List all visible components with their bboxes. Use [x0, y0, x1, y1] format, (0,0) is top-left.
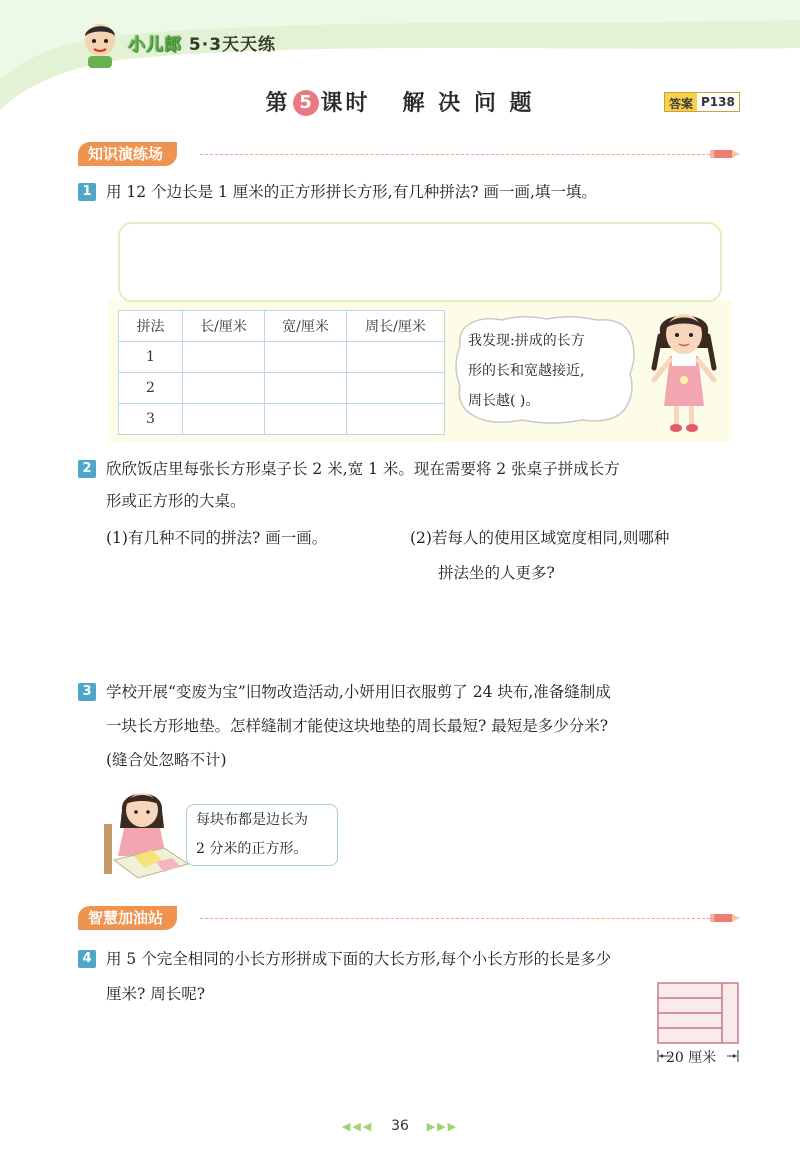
table-header: 周长/厘米	[347, 311, 445, 342]
dimension-label: 20 厘米	[666, 1050, 717, 1066]
brand-logo	[128, 30, 276, 55]
drawing-area[interactable]	[118, 222, 722, 302]
section-divider	[200, 918, 710, 919]
lesson-prefix: 第	[265, 91, 291, 116]
section-practice-label: 知识演练场	[78, 142, 177, 166]
row-label: 1	[119, 342, 183, 373]
question-2-line-2: 形或正方形的大桌。	[106, 492, 246, 510]
speech-box-text	[196, 806, 336, 864]
question-4-line-2: 厘米? 周长呢?	[106, 985, 206, 1003]
left-arrows-icon: ◀◀◀	[341, 1120, 374, 1133]
page-number	[0, 1118, 800, 1134]
question-2-number: 2	[78, 460, 96, 478]
girl-illustration-icon	[646, 302, 722, 438]
bubble-line: 形的长和宽越接近,	[468, 363, 585, 379]
bubble-line: 我发现:拼成的长方	[468, 333, 585, 349]
section-challenge-label: 智慧加油站	[78, 906, 177, 930]
table-header: 宽/厘米	[265, 311, 347, 342]
answer-badge	[664, 92, 740, 112]
table-row	[119, 342, 445, 373]
question-2-sub-1: (1)有几种不同的拼法? 画一画。	[106, 529, 328, 547]
answer-cell[interactable]	[183, 404, 265, 435]
question-1-text: 用 12 个边长是 1 厘米的正方形拼长方形,有几种拼法? 画一画,填一填。	[106, 183, 597, 201]
answer-cell[interactable]	[265, 373, 347, 404]
section-divider	[200, 154, 710, 155]
speech-line: 2 分米的正方形。	[196, 841, 308, 857]
mascot-boy-icon	[80, 20, 120, 68]
question-2-sub-2-line-1: (2)若每人的使用区域宽度相同,则哪种	[410, 529, 670, 547]
question-2-line-1: 欣欣饭店里每张长方形桌子长 2 米,宽 1 米。现在需要将 2 张桌子拼成长方	[106, 460, 620, 478]
section-practice	[78, 142, 740, 166]
answer-cell[interactable]	[347, 373, 445, 404]
answer-page: P138	[697, 93, 739, 111]
answer-cell[interactable]	[347, 342, 445, 373]
speech-line: 每块布都是边长为	[196, 812, 308, 828]
bubble-line: 周长越( )。	[468, 393, 540, 409]
pencil-icon	[710, 149, 740, 159]
row-label: 2	[119, 373, 183, 404]
brand-series: 5·3天天练	[188, 35, 277, 55]
question-3-line-3: (缝合处忽略不计)	[106, 751, 227, 769]
question-4-number: 4	[78, 950, 96, 968]
lesson-topic: 解 决 问 题	[402, 91, 535, 116]
answer-cell[interactable]	[183, 342, 265, 373]
girl-sewing-illustration-icon	[104, 784, 190, 880]
answer-cell[interactable]	[265, 342, 347, 373]
table-header: 长/厘米	[183, 311, 265, 342]
question-3-line-2: 一块长方形地垫。怎样缝制才能使这块地垫的周长最短? 最短是多少分米?	[106, 717, 609, 735]
table-row	[119, 373, 445, 404]
right-arrows-icon: ▶▶▶	[426, 1120, 459, 1133]
answer-label: 答案	[665, 93, 697, 111]
pencil-icon	[710, 913, 740, 923]
brand-name: 小儿郎	[128, 35, 182, 55]
question-1-table	[118, 310, 445, 435]
question-1-number: 1	[78, 183, 96, 201]
question-4-line-1: 用 5 个完全相同的小长方形拼成下面的大长方形,每个小长方形的长是多少	[106, 950, 612, 968]
question-3-number: 3	[78, 683, 96, 701]
section-challenge	[78, 906, 740, 930]
thought-bubble-text	[468, 326, 638, 416]
question-2-sub-2-line-2: 拼法坐的人更多?	[438, 564, 555, 582]
answer-cell[interactable]	[183, 373, 265, 404]
page-number-value: 36	[391, 1118, 409, 1134]
question-3-line-1: 学校开展“变废为宝”旧物改造活动,小妍用旧衣服剪了 24 块布,准备缝制成	[106, 683, 611, 701]
answer-cell[interactable]	[265, 404, 347, 435]
answer-cell[interactable]	[347, 404, 445, 435]
table-header: 拼法	[119, 311, 183, 342]
row-label: 3	[119, 404, 183, 435]
lesson-suffix: 课时	[320, 91, 371, 116]
table-row	[119, 404, 445, 435]
rectangle-figure	[657, 982, 739, 1044]
lesson-number: 5	[293, 90, 319, 116]
